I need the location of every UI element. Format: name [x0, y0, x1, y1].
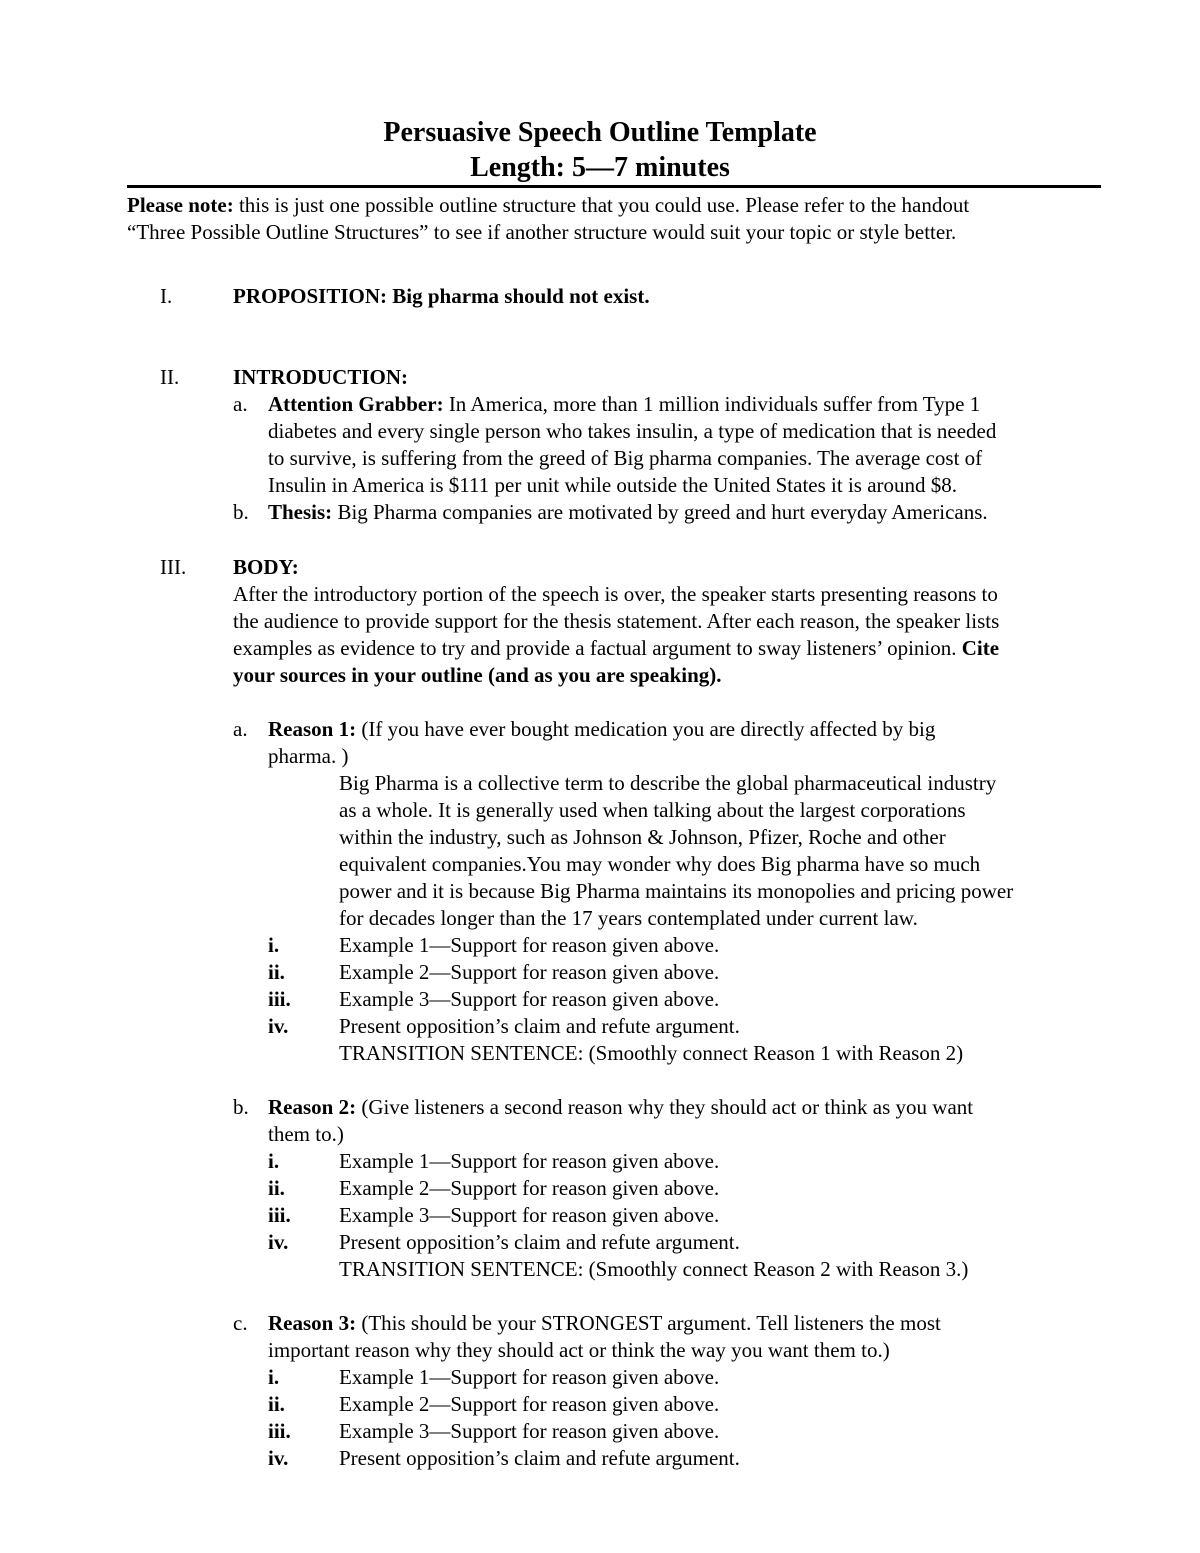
attention-line-1 [268, 391, 980, 418]
reason2-example-4: Present opposition’s claim and refute argument. [339, 1230, 740, 1254]
body-paragraph-line-3 [233, 635, 999, 662]
reason3-example-1: Example 1—Support for reason given above. [339, 1365, 720, 1389]
reason3-marker: c. [233, 1311, 248, 1335]
thesis-marker: b. [233, 500, 249, 524]
reason3-line-1 [268, 1310, 941, 1337]
reason1-detail-1: Big Pharma is a collective term to describe the global pharmaceutical industry [339, 771, 997, 795]
reason1-detail-4: equivalent companies.You may wonder why does Big pharma have so much [339, 852, 981, 876]
reason1-detail-6: for decades longer than the 17 years contemplated under current law. [339, 906, 918, 930]
reason1-example-3: Example 3—Support for reason given above. [339, 987, 720, 1011]
reason3-example-3: Example 3—Support for reason given above. [339, 1419, 720, 1443]
reason1-text-1: (If you have ever bought medication you are directly affected by big [356, 717, 936, 741]
page-subtitle: Length: 5—7 minutes [470, 152, 730, 183]
body-paragraph-line-2: the audience to provide support for the thesis statement. After each reason, the speaker lists [233, 609, 1000, 633]
attention-line-2: diabetes and every single person who takes insulin, a type of medication that is needed [268, 419, 997, 443]
thesis-line [268, 499, 988, 526]
reason2-example-1-numeral: i. [268, 1149, 280, 1173]
introduction-heading: INTRODUCTION: [233, 365, 409, 389]
reason2-example-3: Example 3—Support for reason given above. [339, 1203, 720, 1227]
reason1-label: Reason 1: [268, 717, 357, 741]
body-numeral: III. [160, 555, 187, 579]
reason1-example-1-numeral: i. [268, 933, 280, 957]
body-paragraph-text-3: examples as evidence to try and provide a factual argument to sway listeners’ opinion. [233, 636, 962, 660]
page-title: Persuasive Speech Outline Template [383, 117, 817, 148]
thesis-label: Thesis: [268, 500, 333, 524]
reason1-example-3-numeral: iii. [268, 987, 291, 1011]
note-line-2: “Three Possible Outline Structures” to see if another structure would suit your topic or style better. [127, 220, 957, 244]
body-paragraph-line-1: After the introductory portion of the speech is over, the speaker starts presenting reasons to [233, 582, 998, 606]
introduction-numeral: II. [160, 365, 180, 389]
reason3-label: Reason 3: [268, 1311, 357, 1335]
reason3-example-1-numeral: i. [268, 1365, 280, 1389]
note-line-1 [127, 192, 969, 219]
reason1-detail-2: as a whole. It is generally used when talking about the largest corporations [339, 798, 966, 822]
reason1-detail-5: power and it is because Big Pharma maintains its monopolies and pricing power [339, 879, 1014, 903]
reason2-line-1 [268, 1094, 973, 1121]
reason1-transition: TRANSITION SENTENCE: (Smoothly connect Reason 1 with Reason 2) [339, 1041, 964, 1065]
reason1-detail-3: within the industry, such as Johnson & Johnson, Pfizer, Roche and other [339, 825, 946, 849]
note-label: Please note: [127, 193, 234, 217]
proposition-numeral: I. [160, 284, 173, 308]
cite-text: Cite [961, 636, 1000, 660]
thesis-text: Big Pharma companies are motivated by greed and hurt everyday Americans. [332, 500, 988, 524]
reason3-text-1: (This should be your STRONGEST argument. Tell listeners the most [356, 1311, 941, 1335]
attention-line-4: Insulin in America is $111 per unit while outside the United States it is around $8. [268, 473, 958, 497]
reason1-example-4: Present opposition’s claim and refute argument. [339, 1014, 740, 1038]
reason1-marker: a. [233, 717, 248, 741]
reason2-transition: TRANSITION SENTENCE: (Smoothly connect Reason 2 with Reason 3.) [339, 1257, 969, 1281]
reason3-example-2-numeral: ii. [268, 1392, 285, 1416]
note-text-1: this is just one possible outline structure that you could use. Please refer to the handout [233, 193, 970, 217]
attention-label: Attention Grabber: [268, 392, 444, 416]
reason2-label: Reason 2: [268, 1095, 357, 1119]
reason3-example-4-numeral: iv. [268, 1446, 289, 1470]
reason3-example-3-numeral: iii. [268, 1419, 291, 1443]
reason2-line-2: them to.) [268, 1122, 344, 1146]
reason1-example-1: Example 1—Support for reason given above. [339, 933, 720, 957]
reason2-example-2: Example 2—Support for reason given above. [339, 1176, 720, 1200]
attention-text-1: In America, more than 1 million individuals suffer from Type 1 [443, 392, 981, 416]
reason2-marker: b. [233, 1095, 249, 1119]
body-paragraph-line-4: your sources in your outline (and as you are speaking). [233, 663, 722, 687]
reason2-example-1: Example 1—Support for reason given above. [339, 1149, 720, 1173]
body-heading: BODY: [233, 555, 299, 579]
reason3-line-2: important reason why they should act or think the way you want them to.) [268, 1338, 890, 1362]
reason1-example-2-numeral: ii. [268, 960, 285, 984]
reason1-example-4-numeral: iv. [268, 1014, 289, 1038]
reason1-line-2: pharma. ) [268, 744, 349, 768]
reason2-example-2-numeral: ii. [268, 1176, 285, 1200]
reason2-text-1: (Give listeners a second reason why they should act or think as you want [356, 1095, 974, 1119]
reason1-line-1 [268, 716, 935, 743]
attention-line-3: to survive, is suffering from the greed of Big pharma companies. The average cost of [268, 446, 983, 470]
reason1-example-2: Example 2—Support for reason given above. [339, 960, 720, 984]
reason2-example-4-numeral: iv. [268, 1230, 289, 1254]
proposition-text: PROPOSITION: Big pharma should not exist. [233, 284, 650, 308]
title-divider [127, 185, 1101, 188]
reason2-example-3-numeral: iii. [268, 1203, 291, 1227]
reason3-example-4: Present opposition’s claim and refute argument. [339, 1446, 740, 1470]
reason3-example-2: Example 2—Support for reason given above. [339, 1392, 720, 1416]
attention-marker: a. [233, 392, 248, 416]
